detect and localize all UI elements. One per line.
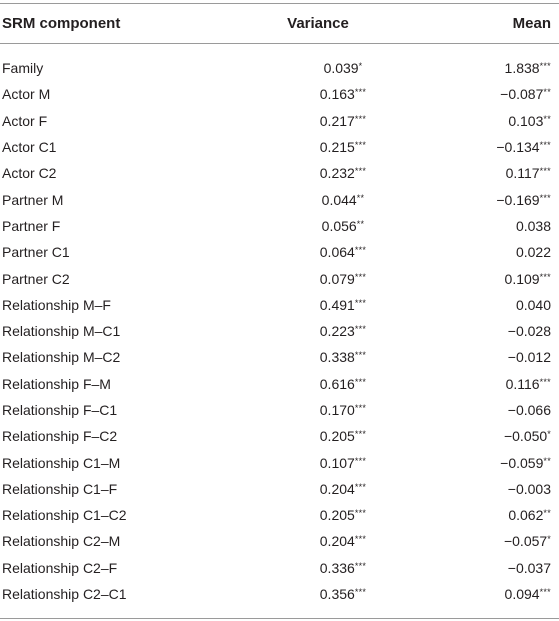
variance-significance: *** <box>354 403 367 413</box>
cell-mean <box>388 533 555 549</box>
mean-significance: *** <box>539 376 551 387</box>
cell-component: Relationship F–C2 <box>2 428 118 445</box>
table-row <box>0 55 559 81</box>
cell-variance <box>248 244 388 260</box>
cell-mean <box>388 139 555 155</box>
mean-value: 0.038 <box>515 217 551 234</box>
cell-mean <box>388 349 555 365</box>
cell-mean <box>388 402 555 418</box>
variance-significance: *** <box>354 534 367 545</box>
cell-component: Relationship C1–F <box>2 480 118 497</box>
table-row <box>0 239 559 265</box>
cell-variance <box>248 218 388 234</box>
mean-value: 0.022 <box>515 244 551 261</box>
mean-significance: *** <box>539 140 551 151</box>
header-variance: Variance <box>287 15 349 32</box>
variance-value: 0.064 <box>319 244 355 261</box>
cell-variance <box>248 60 388 76</box>
cell-component: Actor C1 <box>2 139 57 156</box>
mean-value: 1.838 <box>504 60 540 77</box>
variance-value: 0.039 <box>323 60 359 77</box>
cell-variance <box>248 86 388 102</box>
table-row <box>0 449 559 475</box>
table-row <box>0 81 559 107</box>
table-row <box>0 292 559 318</box>
table-row <box>0 186 559 212</box>
variance-significance: *** <box>354 376 367 387</box>
variance-value: 0.223 <box>319 323 355 340</box>
variance-value: 0.056 <box>321 217 357 234</box>
cell-mean <box>388 113 555 129</box>
cell-component: Relationship C2–F <box>2 559 118 576</box>
table-row <box>0 502 559 528</box>
variance-significance: *** <box>354 429 367 440</box>
cell-component: Family <box>2 60 44 77</box>
mean-significance: * <box>547 429 551 440</box>
mean-significance: ** <box>543 508 551 519</box>
variance-value: 0.205 <box>319 428 355 445</box>
table-header-row <box>0 4 559 43</box>
mean-value: −0.169 <box>496 191 540 208</box>
table-bottom-rule <box>0 618 559 619</box>
variance-value: 0.232 <box>319 165 355 182</box>
mean-value: −0.087 <box>500 86 544 103</box>
variance-value: 0.356 <box>319 586 355 603</box>
cell-mean <box>388 507 555 523</box>
cell-mean <box>388 455 555 471</box>
mean-significance: ** <box>543 455 551 466</box>
cell-variance <box>248 533 388 549</box>
variance-value: 0.491 <box>319 296 355 313</box>
mean-significance: * <box>547 534 551 545</box>
variance-significance: ** <box>356 218 365 229</box>
variance-significance: * <box>358 61 363 72</box>
cell-mean <box>388 165 555 181</box>
mean-value: −0.134 <box>496 139 540 156</box>
cell-variance <box>248 586 388 602</box>
cell-component: Partner M <box>2 191 64 208</box>
cell-component: Relationship C1–M <box>2 454 121 471</box>
cell-component: Actor M <box>2 86 51 103</box>
table-row <box>0 476 559 502</box>
cell-component: Relationship M–C2 <box>2 349 121 366</box>
mean-value: 0.040 <box>515 296 551 313</box>
cell-component: Relationship C2–M <box>2 533 121 550</box>
cell-mean <box>388 60 555 76</box>
table-row <box>0 344 559 370</box>
cell-mean <box>388 271 555 287</box>
table-row <box>0 318 559 344</box>
cell-mean <box>388 192 555 208</box>
cell-component: Relationship F–M <box>2 375 111 392</box>
variance-significance: *** <box>354 87 367 98</box>
cell-component: Partner C2 <box>2 270 70 287</box>
variance-value: 0.217 <box>319 112 355 129</box>
variance-value: 0.204 <box>319 480 355 497</box>
mean-significance: *** <box>539 271 551 282</box>
variance-value: 0.079 <box>319 270 355 287</box>
cell-mean <box>388 297 555 313</box>
variance-value: 0.205 <box>319 507 355 524</box>
mean-value: −0.066 <box>507 402 551 418</box>
cell-variance <box>248 271 388 287</box>
variance-value: 0.616 <box>319 375 355 392</box>
variance-value: 0.204 <box>319 533 355 550</box>
variance-value: 0.044 <box>321 191 357 208</box>
variance-value: 0.170 <box>319 402 355 418</box>
mean-value: 0.103 <box>508 112 544 129</box>
variance-significance: *** <box>354 113 367 124</box>
cell-mean <box>388 244 555 260</box>
table-row <box>0 265 559 291</box>
cell-variance <box>248 402 388 418</box>
variance-significance: *** <box>354 560 367 571</box>
table-header-rule <box>0 43 559 44</box>
cell-variance <box>248 165 388 181</box>
mean-value: 0.094 <box>504 586 540 603</box>
mean-significance: *** <box>539 192 551 203</box>
variance-value: 0.107 <box>319 454 355 471</box>
cell-mean <box>388 218 555 234</box>
variance-value: 0.338 <box>319 349 355 366</box>
mean-value: 0.116 <box>505 375 540 392</box>
mean-value: −0.057 <box>503 533 548 550</box>
mean-value: 0.117 <box>505 165 540 182</box>
mean-significance: *** <box>539 61 551 72</box>
cell-mean <box>388 428 555 444</box>
cell-component: Relationship F–C1 <box>2 402 118 418</box>
variance-value: 0.163 <box>319 86 355 103</box>
cell-component: Actor F <box>2 112 48 129</box>
cell-variance <box>248 376 388 392</box>
table-row <box>0 397 559 423</box>
cell-mean <box>388 86 555 102</box>
variance-significance: *** <box>354 245 367 256</box>
mean-value: −0.059 <box>500 454 544 471</box>
variance-significance: *** <box>354 140 367 151</box>
cell-mean <box>388 323 555 339</box>
cell-variance <box>248 139 388 155</box>
cell-variance <box>248 455 388 471</box>
cell-component: Relationship C2–C1 <box>2 586 127 603</box>
table-row <box>0 423 559 449</box>
variance-significance: *** <box>354 166 367 177</box>
variance-significance: *** <box>354 271 367 282</box>
cell-variance <box>248 349 388 365</box>
cell-component: Actor C2 <box>2 165 57 182</box>
cell-variance <box>248 297 388 313</box>
table-row <box>0 528 559 554</box>
cell-variance <box>248 560 388 576</box>
variance-significance: ** <box>356 192 365 203</box>
mean-significance: *** <box>539 587 551 598</box>
cell-mean <box>388 586 555 602</box>
variance-significance: *** <box>354 508 367 519</box>
cell-component: Relationship M–C1 <box>2 323 121 340</box>
variance-significance: *** <box>354 481 367 492</box>
mean-significance: *** <box>539 166 551 177</box>
variance-significance: *** <box>354 297 367 308</box>
mean-value: −0.050 <box>503 428 548 445</box>
variance-value: 0.336 <box>319 559 355 576</box>
cell-variance <box>248 428 388 444</box>
variance-significance: *** <box>354 455 367 466</box>
mean-value: 0.109 <box>504 270 540 287</box>
cell-component: Relationship C1–C2 <box>2 507 127 524</box>
cell-component: Partner C1 <box>2 244 70 261</box>
cell-variance <box>248 192 388 208</box>
cell-variance <box>248 481 388 497</box>
header-srm-component: SRM component <box>2 15 121 32</box>
cell-mean <box>388 376 555 392</box>
table-row <box>0 134 559 160</box>
variance-significance: *** <box>354 324 367 335</box>
variance-significance: *** <box>354 587 367 598</box>
variance-value: 0.215 <box>319 139 355 156</box>
table-row <box>0 371 559 397</box>
mean-value: −0.012 <box>507 349 551 366</box>
table-row <box>0 108 559 134</box>
mean-value: −0.028 <box>507 323 551 340</box>
mean-significance: ** <box>543 113 551 124</box>
mean-value: 0.062 <box>508 507 544 524</box>
cell-variance <box>248 507 388 523</box>
table-body <box>0 55 559 607</box>
table-row <box>0 581 559 607</box>
cell-variance <box>248 323 388 339</box>
mean-significance: ** <box>543 87 551 98</box>
table-row <box>0 213 559 239</box>
table-row <box>0 555 559 581</box>
cell-component: Partner F <box>2 217 61 234</box>
cell-component: Relationship M–F <box>2 296 111 313</box>
cell-mean <box>388 560 555 576</box>
cell-mean <box>388 481 555 497</box>
header-mean: Mean <box>512 15 551 32</box>
table-row <box>0 160 559 186</box>
mean-value: −0.003 <box>507 480 551 497</box>
cell-variance <box>248 113 388 129</box>
variance-significance: *** <box>354 350 367 361</box>
mean-value: −0.037 <box>507 559 551 576</box>
